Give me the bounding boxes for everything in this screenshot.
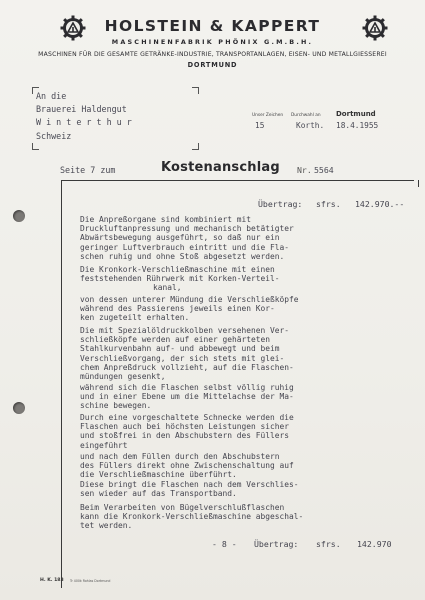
text-line: schine bewegen. xyxy=(80,401,152,411)
text-line: und nach dem Füllen durch den Abschubstern xyxy=(80,452,280,461)
text-line: kanal, xyxy=(153,283,182,293)
text-line: Beim Verarbeiten von Bügelverschlußflaschen xyxy=(80,503,285,512)
company-name: HOLSTEIN & KAPPERT xyxy=(104,17,321,35)
page-number-mark: - 8 - xyxy=(212,539,237,549)
text-line: schen ruhig und ohne Stoß abgesetzt werden. xyxy=(80,251,285,261)
text-line: Flaschen auch bei höchsten Leistungen sicher xyxy=(80,422,290,432)
text-line: des Füllers direkt ohne Zwischenschaltung auf xyxy=(80,461,294,471)
extension-value: Korth. xyxy=(296,121,325,130)
text-line: eingeführt xyxy=(80,440,128,450)
text-line: ken zugeteilt erhalten. xyxy=(80,313,190,323)
text-line: geringer Luftverbrauch eintritt und die Fla- xyxy=(80,242,290,252)
text-line: von dessen unterer Mündung die Verschließköpfe xyxy=(80,295,299,304)
document-number: 5564 xyxy=(314,165,334,175)
text-paragraph xyxy=(80,295,416,323)
text-line: tet werden. xyxy=(80,521,133,531)
text-line: Druckluftanpressung und mechanisch betätigter xyxy=(80,224,294,234)
text-line: mündungen gesenkt, xyxy=(80,372,166,382)
text-paragraph xyxy=(80,480,416,498)
text-line: und stoßfrei in den Abschubstern des Füllers xyxy=(80,431,290,441)
text-line: Stahlkurvenbahn auf- und abbewegt und beim xyxy=(80,344,280,354)
address-line: Schweiz xyxy=(36,131,72,141)
text-line: chem Anpreßdruck vollzieht, auf die Flaschen- xyxy=(80,362,294,372)
letter-date: 18.4.1955 xyxy=(336,121,379,130)
address-line: Brauerei Haldengut xyxy=(36,104,127,114)
address-window-corner xyxy=(192,87,199,94)
address-window-corner xyxy=(192,143,199,150)
text-paragraph xyxy=(80,503,416,531)
content-top-rule xyxy=(62,180,414,181)
text-line: kann die Kronkork-Verschließmaschine abgeschal- xyxy=(80,512,304,522)
carry-forward-amount: 142.970 xyxy=(357,539,392,549)
carry-over-amount: 142.970.-- xyxy=(355,199,405,209)
text-line: Durch eine vorgeschaltete Schnecke werden die xyxy=(80,413,294,422)
text-line: Die Kronkork-Verschließmaschine mit einen xyxy=(80,265,275,274)
carry-over-currency: sfrs. xyxy=(316,199,341,209)
text-paragraph xyxy=(80,383,416,411)
company-subtitle: MASCHINENFABRIK PHÖNIX G.M.B.H. xyxy=(111,38,314,46)
page-reference: Seite 7 zum xyxy=(60,165,116,175)
content-left-rule xyxy=(61,180,62,588)
text-line: feststehenden Rührwerk mit Korken-Verteil- xyxy=(80,274,280,284)
company-description: MASCHINEN FÜR DIE GESAMTE GETRÄNKE-INDUSTRIE, TRANSPORTANLAGEN, EISEN- UND METALLGIESSEREI xyxy=(38,51,387,58)
printer-imprint: Tr 400k Rohlas Dortmund xyxy=(70,579,111,583)
carry-forward-currency: sfrs. xyxy=(316,539,341,549)
letter-city: Dortmund xyxy=(336,110,376,118)
carry-forward-label: Übertrag: xyxy=(254,539,299,549)
text-paragraph xyxy=(80,265,416,293)
form-code: H. K. 183 xyxy=(40,578,64,583)
text-line: und in einer Ebene um die Mittelachse der Ma- xyxy=(80,392,294,402)
text-paragraph xyxy=(80,215,416,261)
content-right-rule xyxy=(418,180,419,187)
punch-hole xyxy=(13,210,25,222)
carry-over-label: Übertrag: xyxy=(258,199,303,209)
text-line: Die mit Spezialöldruckkolben versehenen Ver- xyxy=(80,326,290,335)
address-window-corner xyxy=(32,143,39,150)
text-line: während sich die Flaschen selbst völlig ruhig xyxy=(80,383,294,392)
text-line: Die Anpreßorgane sind kombiniert mit xyxy=(80,215,252,224)
address-line: W i n t e r t h u r xyxy=(36,117,132,127)
text-line: Diese bringt die Flaschen nach dem Verschlies- xyxy=(80,480,299,489)
document-title: Kostenanschlag xyxy=(161,160,280,175)
address-line: An die xyxy=(36,91,67,101)
text-line: die Verschließmaschine überführt. xyxy=(80,470,237,480)
text-line: Abwärtsbewegung ausgeführt, so daß nur ein xyxy=(80,233,280,243)
text-paragraph xyxy=(80,413,416,450)
number-label: Nr. xyxy=(297,165,312,175)
punch-hole xyxy=(13,402,25,414)
text-line: sen wieder auf das Transportband. xyxy=(80,489,237,499)
extension-label: Durchwahl an xyxy=(291,113,321,118)
text-line: schließköpfe werden auf einer gehärteten xyxy=(80,335,271,345)
company-city: DORTMUND xyxy=(187,61,238,69)
text-line: Verschließvorgang, der sich stets mit glei- xyxy=(80,353,285,363)
text-paragraph xyxy=(80,452,416,480)
our-sign-label: Unser Zeichen xyxy=(252,113,284,118)
our-sign-value: 15 xyxy=(255,121,265,130)
text-line: während des Passierens jeweils einen Kor- xyxy=(80,304,275,314)
text-paragraph xyxy=(80,326,416,381)
